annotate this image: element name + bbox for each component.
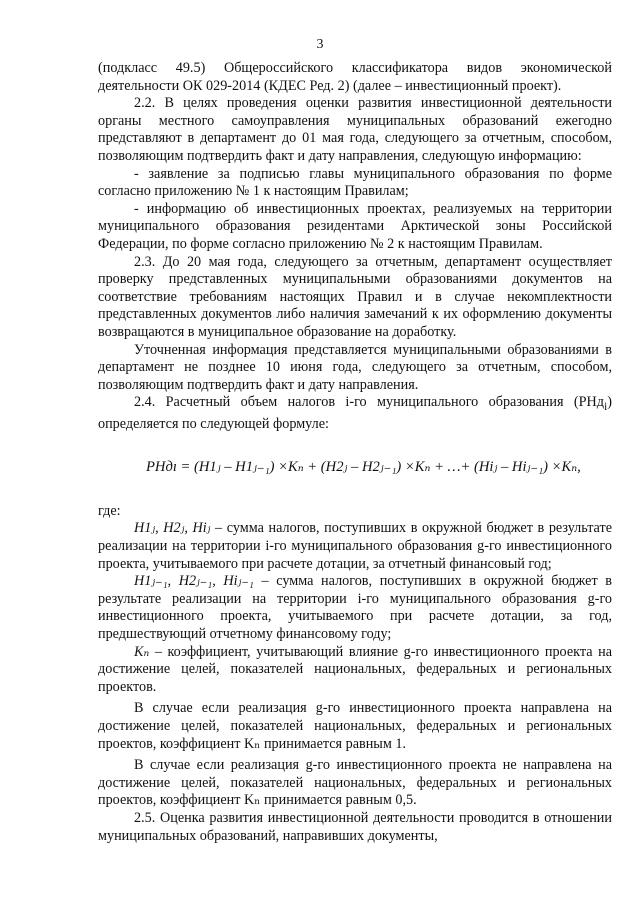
definition-previous-vars: Н1ⱼ₋₁, Н2ⱼ₋₁, Нiⱼ₋₁ — [134, 573, 254, 590]
paragraph-2-3: 2.3. До 20 мая года, следующего за отчетным, департамент осуществляет проверку представленных муниципальными образованиями документов на соответствие требованиям настоящих Правил и в случае некомплектности представленных документов либо наличия замечаний к их оформлению документы возвращаются в муниципальное образование на доработку. — [98, 253, 612, 340]
document-body — [98, 60, 612, 845]
definition-current-vars: Н1ⱼ, Н2ⱼ, Нiⱼ — [134, 520, 211, 537]
definition-current-taxes — [98, 520, 612, 573]
page-number: 3 — [316, 37, 324, 52]
definition-current-text: – сумма налогов, поступивших в окружной бюджет в результате реализации на территории i-го муниципального образования g-го инвестиционного проекта, учитываемого при расчете дотации, за отчетный финансовый год; — [98, 520, 612, 572]
paragraph-2-4-end: ) определяется по следующей формуле: — [98, 394, 612, 432]
list-item-projects-info: - информацию об инвестиционных проектах, реализуемых на территории муниципального образования резидентами Арктической зоны Российской Федерации, по форме согласно приложению № 2 к настоящим Правилам. — [98, 200, 612, 252]
paragraph-2-5: 2.5. Оценка развития инвестиционной деятельности проводится в отношении муниципальных образований, направивших документы, — [98, 809, 612, 844]
paragraph-2-4-subscript: i — [603, 399, 608, 414]
where-label: где: — [98, 502, 121, 519]
paragraph-refined-info: Уточненная информация представляется муниципальными образованиями в департамент не позднее 10 июня года, следующего за отчетным, способом, позволяющим подтвердить факт и дату направления. — [98, 341, 612, 393]
paragraph-2-2: 2.2. В целях проведения оценки развития инвестиционной деятельности органы местного самоуправления муниципальных образований ежегодно представляют в департамент до 01 мая года, следующего за отчетным, способом, позволяющим подтвердить факт и дату направления, следующую информацию: — [98, 95, 612, 164]
tax-formula: РНдı = (Н1ⱼ – Н1ⱼ₋₁) ×Kₙ + (Н2ⱼ – Н2ⱼ₋₁) ×Kₙ + …+ (Нiⱼ – Нiⱼ₋₁) ×Kₙ, — [146, 459, 581, 476]
list-item-application: - заявление за подписью главы муниципального образования по форме согласно приложению № 1 к настоящим Правилам; — [98, 165, 612, 200]
definition-coefficient-text: – коэффициент, учитывающий влияние g-го инвестиционного проекта на достижение целей, показателей национальных, федеральных и региональных проектов. — [98, 643, 612, 695]
paragraph-case-aligned: В случае если реализация g-го инвестиционного проекта направлена на достижение целей, показателей национальных, федеральных и региональных проектов, коэффициент Kₙ принимается равным 1. — [98, 700, 612, 752]
paragraph-intro: (подкласс 49.5) Общероссийского классификатора видов экономической деятельности ОК 029-2014 (КДЕС Ред. 2) (далее – инвестиционный проект). — [98, 60, 612, 94]
definition-previous-text: – сумма налогов, поступивших в окружной бюджет в результате реализации на территории i-го муниципального образования g-го инвестиционного проекта, учитываемого при расчете дотации, за год, предшествующий отчетному финансовому году; — [98, 573, 613, 643]
definition-coefficient — [98, 644, 612, 697]
paragraph-case-not-aligned: В случае если реализация g-го инвестиционного проекта не направлена на достижение целей, показателей национальных, федеральных и региональных проектов, коэффициент Kₙ принимается равным 0,5. — [98, 757, 612, 809]
definition-coefficient-var: Kₙ — [134, 643, 150, 660]
definition-previous-taxes — [98, 573, 612, 643]
paragraph-2-4 — [98, 394, 612, 433]
paragraph-2-4-start: 2.4. Расчетный объем налогов i-го муниципального образования (РНд — [134, 394, 604, 411]
